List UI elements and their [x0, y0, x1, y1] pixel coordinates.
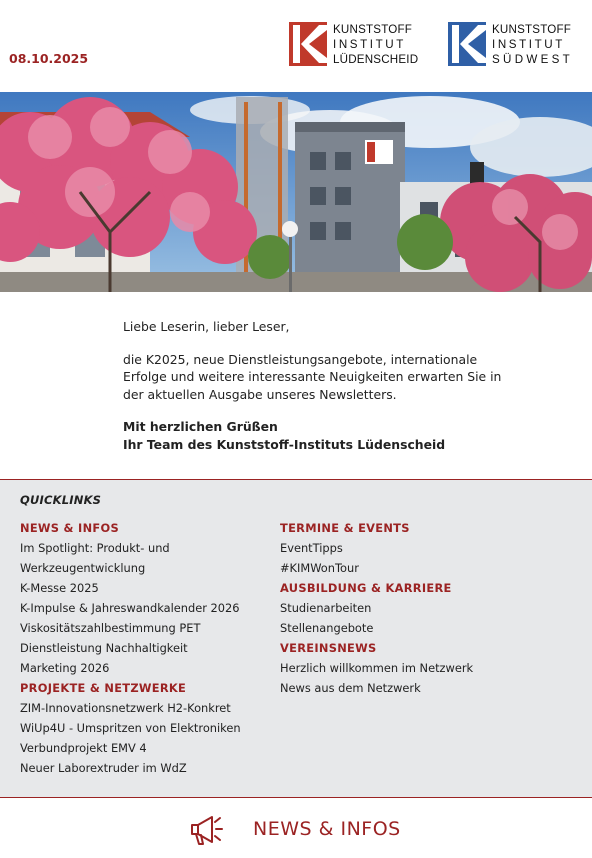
quicklink-laborextruder[interactable]: Neuer Laborextruder im WdZ	[20, 761, 187, 775]
logo-kunststoff-institut-luedenscheid[interactable]	[289, 20, 418, 68]
quicklinks-right-column	[280, 518, 550, 698]
section-title-news: NEWS & INFOS	[253, 818, 401, 840]
intro-text	[123, 318, 523, 454]
logo-text-line: INSTITUT	[492, 37, 565, 51]
quicklink-stellenangebote[interactable]: Stellenangebote	[280, 621, 374, 635]
quicklink-nachhaltigkeit[interactable]: Dienstleistung Nachhaltigkeit	[20, 641, 188, 655]
quicklink-spotlight[interactable]: Im Spotlight: Produkt- und	[20, 541, 170, 555]
quicklinks-heading-ausbildung[interactable]: AUSBILDUNG & KARRIERE	[280, 581, 452, 595]
quicklinks-panel	[0, 479, 592, 798]
logo-text-line: KUNSTSTOFF	[492, 22, 572, 36]
quicklinks-heading-termine[interactable]: TERMINE & EVENTS	[280, 521, 410, 535]
quicklinks-heading-vereinsnews[interactable]: VEREINSNEWS	[280, 641, 377, 655]
quicklink-studienarbeiten[interactable]: Studienarbeiten	[280, 601, 372, 615]
megaphone-icon	[187, 810, 225, 848]
newsletter-header	[0, 0, 592, 92]
hero-image	[0, 92, 592, 292]
k-logo-icon-red	[289, 22, 327, 66]
quicklinks-left-column	[20, 518, 290, 778]
signoff-line-2: Ihr Team des Kunststoff-Instituts Lüdenscheid	[123, 436, 446, 452]
quicklink-viskositaet[interactable]: Viskositätszahlbestimmung PET	[20, 621, 201, 635]
logo-text-line: SÜDWEST	[492, 52, 574, 66]
quicklink-spotlight-cont[interactable]: Werkzeugentwicklung	[20, 561, 146, 575]
quicklink-wiup4u[interactable]: WiUp4U - Umspritzen von Elektroniken	[20, 721, 241, 735]
quicklink-willkommen[interactable]: Herzlich willkommen im Netzwerk	[280, 661, 474, 675]
quicklinks-heading-projekte[interactable]: PROJEKTE & NETZWERKE	[20, 681, 187, 695]
greeting: Liebe Leserin, lieber Leser,	[123, 319, 290, 334]
logo-kunststoff-institut-suedwest[interactable]	[448, 20, 573, 68]
logo-text-line: INSTITUT	[333, 37, 406, 51]
quicklink-zim[interactable]: ZIM-Innovationsnetzwerk H2-Konkret	[20, 701, 231, 715]
k-logo-icon-blue	[448, 22, 486, 66]
quicklink-k-messe[interactable]: K-Messe 2025	[20, 581, 99, 595]
logo-text-line: LÜDENSCHEID	[333, 52, 419, 66]
quicklink-eventtipps[interactable]: EventTipps	[280, 541, 343, 555]
signoff-line-1: Mit herzlichen Grüßen	[123, 419, 278, 435]
quicklink-k-impulse[interactable]: K-Impulse & Jahreswandkalender 2026	[20, 601, 240, 615]
quicklink-netzwerk-news[interactable]: News aus dem Netzwerk	[280, 681, 421, 695]
quicklinks-title: QUICKLINKS	[20, 493, 102, 507]
logo-text-line: KUNSTSTOFF	[333, 22, 413, 36]
quicklinks-heading-news[interactable]: NEWS & INFOS	[20, 521, 119, 535]
newsletter-date: 08.10.2025	[9, 51, 89, 66]
quicklink-kimwontour[interactable]: #KIMWonTour	[280, 561, 359, 575]
quicklink-marketing[interactable]: Marketing 2026	[20, 661, 110, 675]
quicklink-emv4[interactable]: Verbundprojekt EMV 4	[20, 741, 147, 755]
intro-body: die K2025, neue Dienstleistungsangebote, internationale Erfolge und weitere interessante Neuigkeiten erwarten Sie in der aktuellen Ausgabe unseres Newsletters.	[123, 351, 502, 402]
